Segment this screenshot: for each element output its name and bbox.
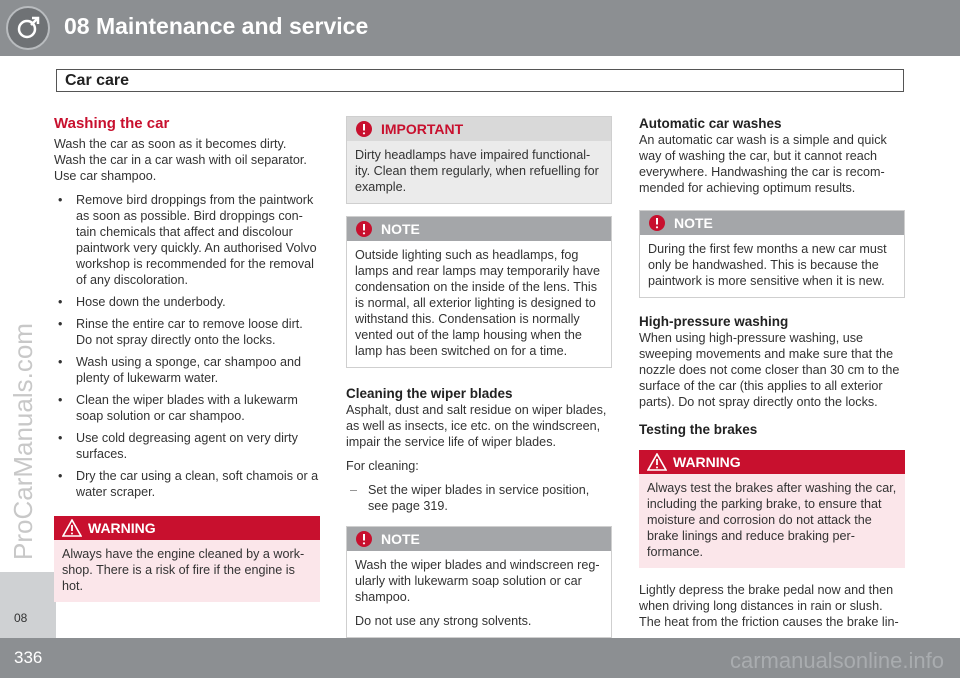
section-title: Car care <box>65 72 130 89</box>
note-title: NOTE <box>381 221 420 237</box>
list-item: – Set the wiper blades in service position, see page 319. <box>346 482 612 514</box>
list-item: • Hose down the underbody. <box>54 294 320 310</box>
note-text: During the first few months a new car must only be handwashed. This is because the paintwork is more sensitive when it is new. <box>640 235 904 297</box>
info-icon <box>355 530 373 552</box>
wiper-heading: Cleaning the wiper blades <box>346 386 513 401</box>
brakes-heading: Testing the brakes <box>639 422 758 437</box>
warning-title: WARNING <box>88 520 156 536</box>
wiper-steps-list <box>346 482 612 514</box>
list-item: • Dry the car using a clean, soft chamois or a water scraper. <box>54 468 320 500</box>
note-title: NOTE <box>381 531 420 547</box>
page-number: 336 <box>14 648 43 667</box>
chapter-title: 08 Maintenance and service <box>64 13 369 39</box>
info-icon <box>355 220 373 242</box>
note-text: Do not use any strong solvents. <box>355 614 532 628</box>
note-text: Wash the wiper blades and windscreen reg-ularly with lukewarm soap solution or car shampoo. <box>355 558 600 604</box>
exclamation-icon <box>355 120 373 142</box>
chapter-header <box>0 0 960 56</box>
brakes-warning-box <box>639 450 905 568</box>
important-box <box>346 116 612 204</box>
washing-intro: Wash the car as soon as it becomes dirty. Wash the car in a car wash with oil separator. Use car shampoo. <box>54 137 307 183</box>
page-footer <box>0 638 960 678</box>
important-header <box>347 117 611 141</box>
note-body <box>347 551 611 637</box>
handwash-note-box <box>639 210 905 298</box>
brakes-text: Lightly depress the brake pedal now and then when driving long distances in rain or slush. The heat from the friction causes the brake lin- <box>639 583 899 629</box>
important-text: Dirty headlamps have impaired functional-ity. Clean them regularly, when refuelling for example. <box>347 141 611 203</box>
auto-wash-heading: Automatic car washes <box>639 116 782 131</box>
high-pressure-text: When using high-pressure washing, use sweeping movements and make sure that the nozzle does not come closer than 30 cm to the surface of the car (this applies to all exterior parts). Do not spray directly onto the locks. <box>639 331 900 409</box>
footer-watermark: carmanualsonline.info <box>729 648 944 673</box>
column-middle <box>346 116 612 650</box>
section-bar <box>56 69 904 92</box>
list-item: • Wash using a sponge, car shampoo and plenty of lukewarm water. <box>54 354 320 386</box>
list-item: • Rinse the entire car to remove loose dirt. Do not spray directly onto the locks. <box>54 316 320 348</box>
washing-heading: Washing the car <box>54 115 170 132</box>
warning-header <box>639 450 905 474</box>
list-item: • Use cold degreasing agent on very dirty surfaces. <box>54 430 320 462</box>
warning-title: WARNING <box>673 454 741 470</box>
wiper-text: Asphalt, dust and salt residue on wiper blades, as well as insects, ice etc. on the windscreen, impair the service life of wiper blades. <box>346 403 607 449</box>
auto-wash-text: An automatic car wash is a simple and quick way of washing the car, but it cannot reach everywhere. Handwashing the car is recom-mended for achieving optimum results. <box>639 133 887 195</box>
volvo-logo-icon <box>6 6 50 50</box>
column-right <box>639 116 905 638</box>
list-item: • Clean the wiper blades with a lukewarm soap solution or car shampoo. <box>54 392 320 424</box>
note-text: Outside lighting such as headlamps, fog lamps and rear lamps may temporarily have condensation on the inside of the lens. This is normal, all exterior lighting is designed to withstand this. Condensation is normally vented out of the lamp housing when the lamp has been switched on for a time. <box>347 241 611 367</box>
vertical-watermark: ProCarManuals.com <box>8 323 38 560</box>
chapter-number: 08 <box>14 611 28 625</box>
warning-header <box>54 516 320 540</box>
important-title: IMPORTANT <box>381 121 464 137</box>
info-icon <box>648 214 666 236</box>
note-header <box>640 211 904 235</box>
high-pressure-heading: High-pressure washing <box>639 314 789 329</box>
warning-triangle-icon <box>647 453 667 475</box>
column-left <box>54 116 320 614</box>
for-cleaning-label: For cleaning: <box>346 459 419 473</box>
note-header <box>347 217 611 241</box>
wiper-note-box <box>346 526 612 638</box>
engine-warning-box <box>54 516 320 602</box>
list-item: • Remove bird droppings from the paintwork as soon as possible. Bird droppings con-tain chemicals that affect and discolour paintwork very quickly. An authorised Volvo workshop is recommended for the removal of any discoloration. <box>54 192 320 288</box>
warning-text: Always have the engine cleaned by a work-shop. There is a risk of fire if the engine is hot. <box>54 540 320 602</box>
warning-triangle-icon <box>62 519 82 541</box>
condensation-note-box <box>346 216 612 368</box>
note-header <box>347 527 611 551</box>
warning-text: Always test the brakes after washing the car, including the parking brake, to ensure that moisture and corrosion do not attack the brake linings and reduce braking per-formance. <box>639 474 905 568</box>
note-title: NOTE <box>674 215 713 231</box>
washing-steps-list <box>54 192 320 500</box>
